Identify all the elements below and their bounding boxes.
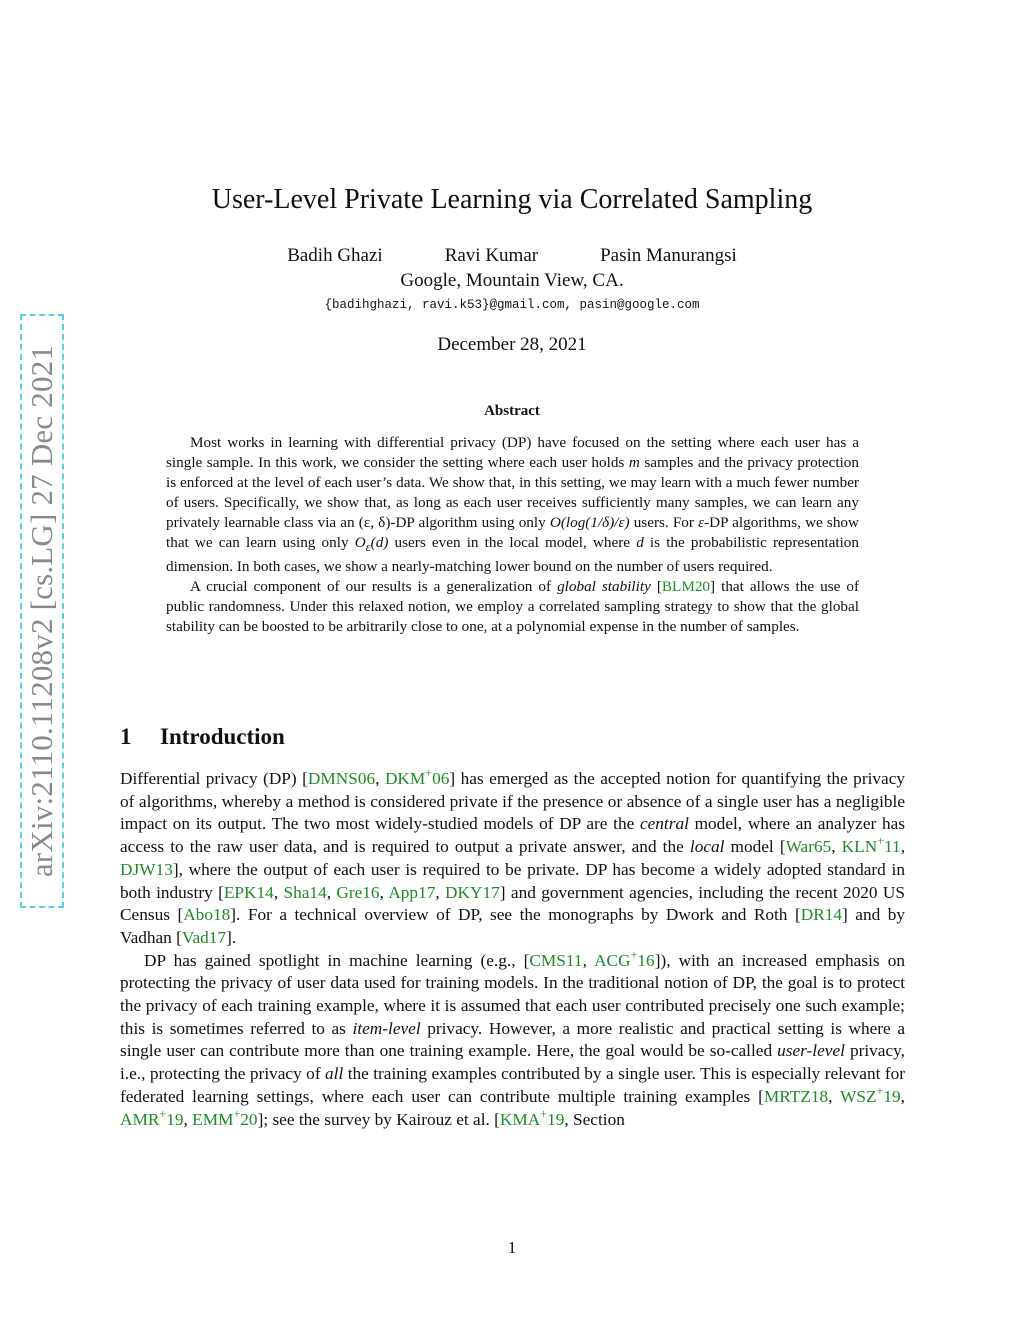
citation-link[interactable]: Vad17 [181,927,227,947]
section-title: Introduction [160,724,285,749]
abstract-body [166,433,859,637]
paper-title: User-Level Private Learning via Correlated Sampling [211,184,813,215]
citation-link[interactable]: AMR+19 [120,1106,184,1129]
author-name: Badih Ghazi [287,245,383,266]
citation-link[interactable]: App17 [388,882,436,902]
paper-date: December 28, 2021 [437,334,587,355]
citation-link[interactable]: EMM+20 [192,1106,258,1129]
citation-link[interactable]: KMA+19 [499,1106,565,1129]
citation-link[interactable]: CMS11 [529,950,583,970]
abstract-paragraph: Most works in learning with differential privacy (DP) have focused on the setting where each user has a single sample. In this work, we consider the setting where each user holds m samples and the privacy protection is enforced at the level of each user’s data. We show that, in this setting, we may learn with a much fewer number of users. Specifically, we show that, as long as each user receives sufficiently many samples, we can learn any privately learnable class via an (ε, δ)-DP algorithm using only O(log(1/δ)/ε) users. For ε-DP algorithms, we show that we can learn using only $O_\varepsilon(d)$ users even in the local model, where d is the probabilistic representation dimension. In both cases, we show a nearly-matching lower bound on the number of users required. [166,434,859,576]
author-name: Ravi Kumar [444,245,539,266]
section-heading [120,724,285,750]
citation-link[interactable]: EPK14 [223,882,274,902]
arxiv-stamp-text: arXiv:2110.11208v2 [cs.LG] 27 Dec 2021 [24,344,60,878]
citation-link[interactable]: ACG+16 [594,947,655,970]
citation-link[interactable]: Sha14 [283,882,327,902]
body-paragraph: DP has gained spotlight in machine learning (e.g., [CMS11, ACG+16]), with an increased emphasis on protecting the privacy of user data used for training models. In the traditional notion of DP, the goal is to protect the privacy of each training example, where it is assumed that each user contributed precisely one such example; this is sometimes referred to as item-level privacy. However, a more realistic and practical setting is where a single user can contribute more than one training example. Here, the goal would be so-called user-level privacy, i.e., protecting the privacy of all the training examples contributed by a single user. This is especially relevant for federated learning settings, where each user can contribute multiple training examples [MRTZ18, WSZ+19, AMR+19, EMM+20]; see the survey by Kairouz et al. [KMA+19, Section [120,947,906,1129]
author-list [0,245,1024,267]
body-paragraph: Differential privacy (DP) [DMNS06, DKM+06] has emerged as the accepted notion for quantifying the privacy of algorithms, whereby a method is considered private if the presence or absence of a single user has a negligible impact on its output. The two most widely-studied models of DP are the central model, where an analyzer has access to the raw user data, and is required to output a private answer, and the local model [War65, KLN+11, DJW13], where the output of each user is required to be private. DP has become a widely adopted standard in both industry [EPK14, Sha14, Gre16, App17, DKY17] and government agencies, including the recent 2020 US Census [Abo18]. For a technical overview of DP, see the monographs by Dwork and Roth [DR14] and by Vadhan [Vad17]. [120,766,906,947]
citation-link[interactable]: BLM20 [661,578,711,596]
citation-link[interactable]: War65 [785,837,832,857]
citation-link[interactable]: DR14 [800,905,843,925]
section-number: 1 [120,724,132,749]
citation-link[interactable]: MRTZ18 [763,1086,829,1106]
citation-link[interactable]: DKM+06 [384,766,450,788]
author-affiliation: Google, Mountain View, CA. [400,270,624,291]
citation-link[interactable]: DJW13 [120,859,173,879]
abstract-paragraph: A crucial component of our results is a generalization of global stability [BLM20] that allows the use of public randomness. Under this relaxed notion, we employ a correlated sampling strategy to show that the global stability can be boosted to be arbitrarily close to one, at a polynomial expense in the number of samples. [166,578,859,636]
citation-link[interactable]: Abo18 [183,905,231,925]
citation-link[interactable]: DKY17 [445,882,500,902]
author-name: Pasin Manurangsi [600,245,737,266]
page-number: 1 [507,1238,517,1257]
citation-link[interactable]: KLN+11 [841,834,901,857]
introduction-body [120,768,905,1131]
citation-link[interactable]: Gre16 [336,882,380,902]
abstract-heading: Abstract [484,403,540,419]
citation-link[interactable]: DMNS06 [307,769,376,788]
author-emails: {badihghazi, ravi.k53}@gmail.com, pasin@google.com [324,298,700,312]
citation-link[interactable]: WSZ+19 [840,1084,901,1106]
